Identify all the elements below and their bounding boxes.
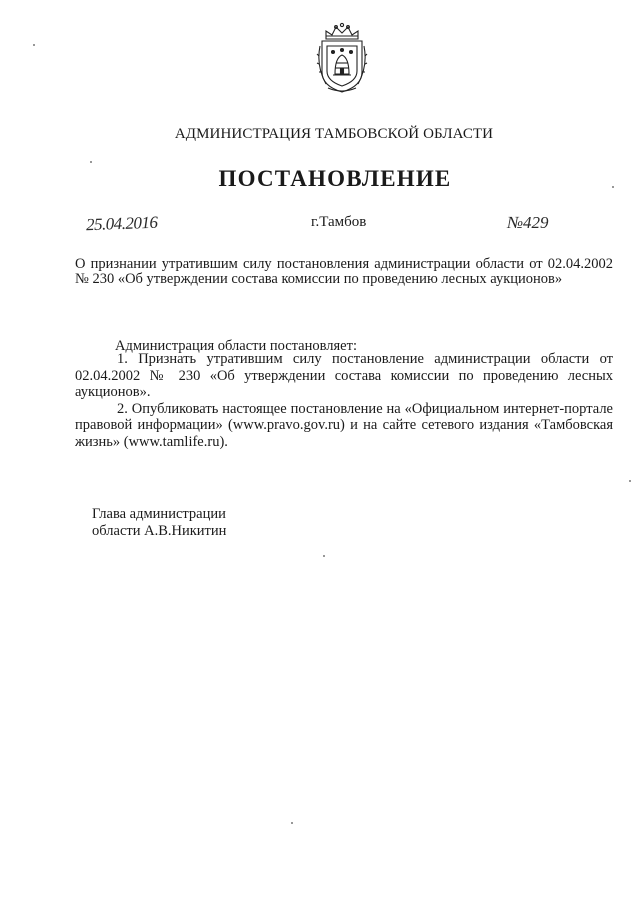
document-subject: О признании утратившим силу постановления администрации области от 02.04.2002 № 230 «Об утверждении состава комиссии по проведению лесных аукционов»: [75, 256, 613, 287]
clause-1: 1. Признать утратившим силу постановление администрации области от 02.04.2002 № 230 «Об утверждении состава комиссии по проведению лесных аукционов».: [75, 351, 613, 401]
scan-speck: [33, 44, 35, 46]
scan-speck: [291, 822, 293, 824]
scan-speck: [323, 555, 325, 557]
resolution-clauses: [75, 351, 613, 451]
coat-of-arms-icon: [316, 22, 368, 94]
scan-speck: [612, 186, 614, 188]
issuing-authority: АДМИНИСТРАЦИЯ ТАМБОВСКОЙ ОБЛАСТИ: [174, 126, 494, 142]
signature-line-1: Глава администрации: [92, 506, 226, 522]
signature-block: [92, 506, 226, 540]
signature-line-2: области А.В.Никитин: [92, 523, 227, 539]
document-number: №429: [507, 213, 549, 232]
scan-speck: [90, 161, 92, 163]
clause-2: 2. Опубликовать настоящее постановление на «Официальном интернет-портале правовой информации» (www.pravo.gov.ru) и на сайте сетевого издания «Тамбовская жизнь» (www.tamlife.ru).: [75, 400, 613, 450]
document-city: г.Тамбов: [311, 214, 367, 230]
document-title: ПОСТАНОВЛЕНИЕ: [218, 166, 452, 191]
document-date: 25.04.2016: [85, 212, 158, 235]
resolution-intro: Администрация области постановляет:: [115, 338, 357, 354]
scan-speck: [629, 480, 631, 482]
